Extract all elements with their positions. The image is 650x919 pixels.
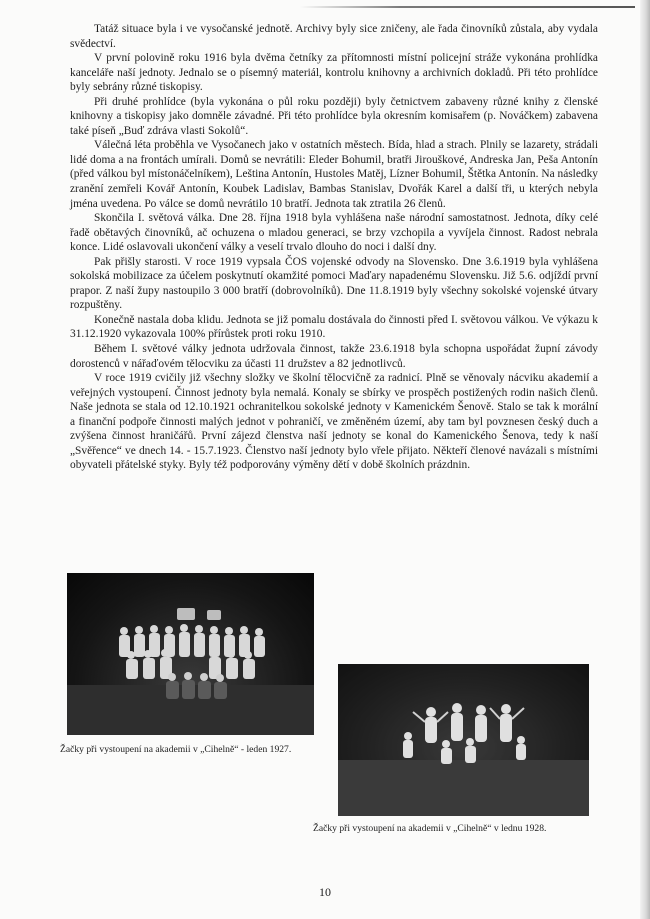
paragraph: Během I. světové války jednota udržovala činnost, takže 23.6.1918 byla schopna uspořádat župní závody dorostenců v nářaďovém tělocviku za účasti 11 družstev a 82 jednotlivců. — [70, 343, 598, 370]
scan-page-edge — [640, 0, 650, 919]
paragraph: Pak přišly starosti. V roce 1919 vypsala ČOS vojenské odvody na Slovensko. Dne 3.6.1919 byla vyhlášena sokolská mobilizace za účelem poskytnutí okamžité pomoci Maďary napadenému Slovensku. Již 5.6. odjíždí první prapor. Z naší župy nastoupilo 3 000 bratří (dobrovolníků). Dne 11.8.1919 byly všechny sokolské vojenské útvary rozpuštěny. — [70, 255, 598, 312]
paragraph: Při druhé prohlídce (byla vykonána o půl roku později) byly četnictvem zabaveny různé knihy z členské knihovny a tiskopisy jako domněle závadné. Při této prohlídce byla okresním komisařem (p. Nováčkem) zabavena také píseň „Buď zdráva vlasti Sokolů“. — [70, 95, 598, 137]
photo-caption-1927: Žačky při vystoupení na akademii v „Cihelně“ - leden 1927. — [60, 744, 292, 755]
page-number: 10 — [319, 885, 331, 899]
photo-caption-1928: Žačky při vystoupení na akademii v „Cihelně“ v lednu 1928. — [313, 823, 547, 834]
paragraph: Skončila I. světová válka. Dne 28. října 1918 byla vyhlášena naše národní samostatnost. Jednota, díky celé řadě obětavých činovníků, ač ochuzena o mladou generaci, se brzy vzchopila a vyvíjela činnost. Radost nebrala konce. Lidé oslavovali ukončení války a veselí trvalo dlouho do noci i další dny. — [70, 212, 598, 254]
paragraph: Konečně nastala doba klidu. Jednota se již pomalu dostávala do činnosti před I. světovou válkou. Ve výkazu k 31.12.1920 vykazovala 100% přírůstek proti roku 1910. — [70, 313, 598, 341]
photo-akademie-1928 — [338, 664, 589, 816]
paragraph: V roce 1919 cvičily již všechny složky ve školní tělocvičně za radnicí. Plně se věnovaly nácviku akademií a veřejných vystoupení. Činnost jednoty byla nemalá. Konaly se sbírky ve prospěch postižených rodin našich členů. Naše jednota se stala od 12.10.1921 ochranitelkou sokolské jednoty v Kamenickém Šenově. Stalo se tak k morální a finanční podpoře činnosti malých jednot v pohraničí, ve změněném území, aby tam byl povznesen český duch a zvýšena činnost hraničářů. První zájezd členstva naší jednoty se konal do Kamenického Šenova, tedy k naší „Svěřence“ ve dnech 14. - 15.7.1923. Členstvo naší jednoty bylo vřele přijato. Někteří členové navázali s místními obyvateli přátelské styky. Byly též podporovány výměny dětí v době školních prázdnin. — [70, 372, 598, 472]
body-text — [70, 22, 598, 473]
paragraph: Válečná léta proběhla ve Vysočanech jako v ostatních městech. Bída, hlad a strach. Plnily se lazarety, strádali lidé doma a na frontách umírali. Domů se nevrátili: Eleder Bohumil, bratři Jirouškové, Andreska Jan, Peša Antonín (před válkou byl místonáčelníkem), Leština Antonín, Hustoles Matěj, Lízner Bohumil, Štětka Antonín. Na následky zranění zemřeli Kovář Antonín, Koubek Ladislav, Bambas Stanislav, Dvořák Karel a další tři, u kterých nebyla jména uvedena. Po válce se domů nevrátilo 10 bratří. Jednota tak ztratila 26 členů. — [70, 139, 598, 210]
photo-akademie-1927 — [67, 573, 314, 735]
paragraph: Tatáž situace byla i ve vysočanské jednotě. Archivy byly sice zničeny, ale řada činovníků zůstala, aby vydala svědectví. — [70, 23, 598, 50]
paragraph: V první polovině roku 1916 byla dvěma četníky za přítomnosti místní policejní stráže vykonána prohlídka kanceláře naší jednoty. Jednalo se o písemný materiál, kontrolu knihovny a archivních dokladů. Při této prohlídce byly sebrány různé tiskopisy. — [70, 52, 598, 94]
scan-top-line — [300, 6, 635, 8]
